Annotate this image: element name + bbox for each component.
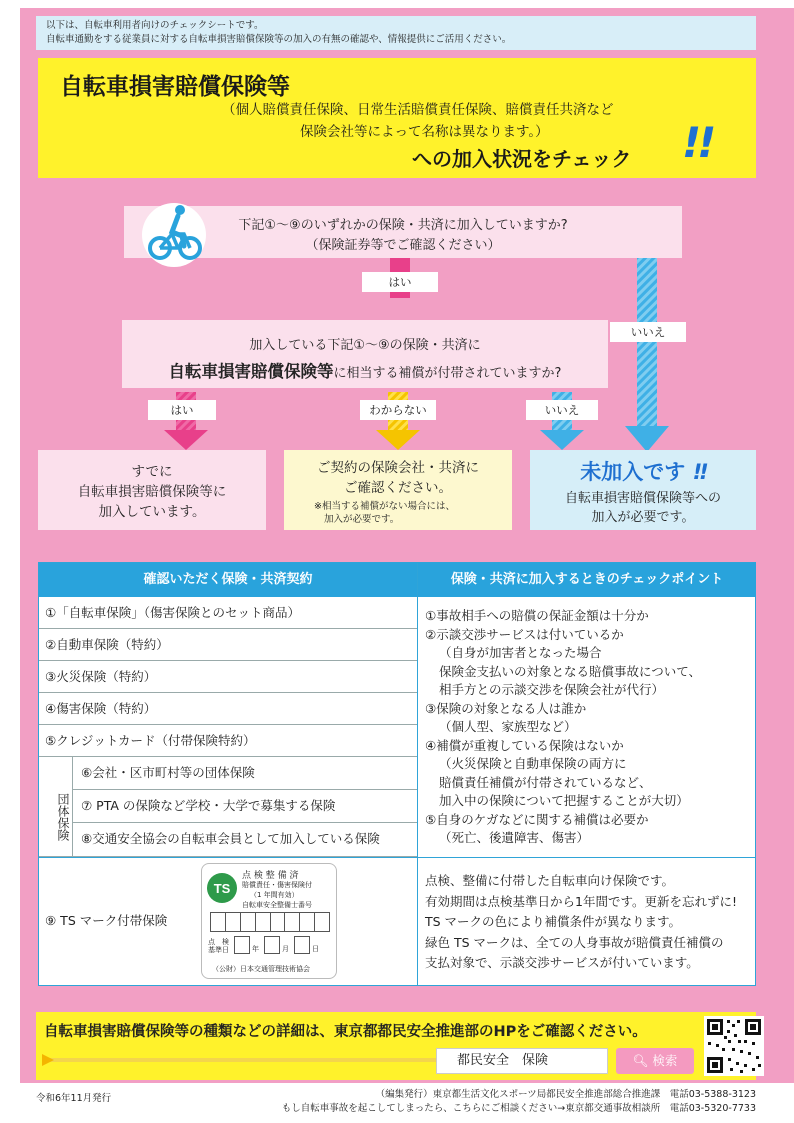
result-confirm-line-1: ご契約の保険会社・共済に (317, 460, 479, 476)
tag-yes-2: はい (148, 400, 216, 420)
arrow-no-long (622, 258, 672, 454)
hero-paren-2: 保険会社等によって名称は異なります。） (300, 124, 549, 140)
check-point: 加入中の保険について把握することが大切） (439, 793, 689, 808)
ts-card-sub-1: 賠償責任・傷害保険付 (242, 881, 312, 889)
table-row: ④傷害保険（特約） (39, 693, 417, 725)
question-2-rest: に相当する補償が付帯されていますか? (333, 366, 562, 381)
result-enrolled-line-1: すでに (131, 464, 173, 480)
hero-check-text: への加入状況をチェック (412, 147, 632, 171)
group-insurance-label: 団体保険 (39, 757, 73, 857)
check-point: ①事故相手への賠償の保証金額は十分か (425, 608, 649, 623)
table-row: ①「自転車保険」（傷害保険とのセット商品） (39, 597, 417, 629)
check-point: ④補償が重複している保険はないか (425, 737, 624, 753)
check-point: ③保険の対象となる人は誰か (425, 700, 587, 716)
footer-message: 自転車損害賠償保険等の種類などの詳細は、東京都都民安全推進部のHPをご確認ください。 (44, 1024, 647, 1040)
notice-line-1: 以下は、自転車利用者向けのチェックシートです。 (46, 20, 264, 31)
result-confirm-line-2: ご確認ください。 (344, 480, 452, 496)
ts-year-label: 年 (252, 945, 259, 953)
result-not-enrolled-line-1: 自転車損害賠償保険等への (564, 491, 721, 506)
tag-no-1: いいえ (610, 322, 686, 342)
table-row: ⑦ PTA の保険など学校・大学で募集する保険 (73, 790, 417, 823)
result-confirm-note-1: ※相当する補償がない場合には、 (314, 501, 455, 512)
check-point: ②示談交渉サービスは付いているか (425, 626, 624, 642)
search-icon: 🔍︎ (632, 1053, 649, 1068)
ts-text-line: 緑色 TS マークは、全ての人身事故が賠償責任補償の (425, 934, 724, 950)
question-2-box (122, 320, 608, 388)
table-divider (417, 563, 418, 985)
check-points-list (425, 607, 701, 848)
table-row: ⑥会社・区市町村等の団体保険 (73, 757, 417, 790)
check-point: （自身が加害者となった場合 (439, 645, 602, 660)
search-button-label: 検索 (652, 1053, 678, 1068)
ts-number-boxes (210, 912, 330, 932)
insurance-table (38, 562, 756, 986)
result-not-enrolled-line-2: 加入が必要です。 (591, 510, 695, 525)
question-2-bold: 自転車損害賠償保険等 (168, 362, 334, 381)
result-enrolled-line-2: 自転車損害賠償保険等に (77, 484, 227, 500)
exclamation-icon: !! (692, 460, 706, 484)
check-point: 保険金支払いの対象となる賠償事故について、 (439, 663, 702, 679)
search-input[interactable]: 都民安全 保険 (436, 1048, 608, 1074)
result-confirm (284, 450, 512, 530)
table-separator (39, 857, 756, 858)
check-point: ⑤自身のケガなどに関する補償は必要か (425, 811, 649, 827)
ts-logo-icon (206, 872, 238, 904)
ts-date-label (208, 938, 229, 954)
result-enrolled-line-3: 加入しています。 (98, 504, 206, 520)
tag-unknown: わからない (360, 400, 436, 420)
ts-card-title: 点 検 整 備 済 (242, 871, 299, 881)
notice-box (36, 16, 756, 50)
footer-banner (36, 1012, 756, 1080)
result-not-enrolled (530, 450, 756, 530)
tag-yes-1: はい (362, 272, 438, 292)
ts-logo-text: TS (213, 881, 231, 896)
question-1-line-1: 下記①～⑨のいずれかの保険・共済に加入していますか? (238, 218, 568, 233)
ts-card-sub-2: （1 年間有効） (250, 891, 299, 899)
ts-text-line: TS マークの色により補償条件が異なります。 (425, 914, 682, 929)
table-row: ②自動車保険（特約） (39, 629, 417, 661)
result-confirm-note-2: 加入が必要です。 (324, 514, 400, 525)
ts-org: （公財）日本交通管理技術協会 (212, 965, 310, 973)
check-point: 相手方との示談交渉を保険会社が代行） (439, 682, 665, 697)
consult-line: もし自転車事故を起こしてしまったら、こちらにご相談ください→東京都交通事故相談所 電話03-5320-7733 (281, 1103, 756, 1114)
check-point: （死亡、後遺障害、傷害） (439, 830, 590, 845)
ts-mark-description (425, 871, 737, 974)
hero-title: 自転車損害賠償保険等 (60, 74, 290, 100)
publisher-info (282, 1088, 756, 1116)
issue-date: 令和6年11月発行 (36, 1093, 112, 1104)
ts-mark-label: ⑨ TS マーク付帯保険 (45, 913, 168, 928)
table-row: ⑧交通安全協会の自転車会員として加入している保険 (73, 823, 417, 857)
ts-day-label: 日 (312, 945, 319, 953)
question-1-line-2: （保険証券等でご確認ください） (305, 238, 501, 253)
ts-date-label-1: 点 検 (208, 938, 229, 946)
qr-code[interactable] (704, 1016, 764, 1076)
ts-month-label: 月 (282, 945, 289, 953)
table-row: ⑤クレジットカード（付帯保険特約） (39, 725, 417, 757)
table-header-left: 確認いただく保険・共済契約 (39, 563, 417, 597)
check-point: 賠償責任補償が付帯されているなど、 (439, 774, 652, 790)
table-row: ③火災保険（特約） (39, 661, 417, 693)
question-2-line-2 (122, 358, 608, 382)
table-header-right: 保険・共済に加入するときのチェックポイント (418, 563, 756, 597)
hero-paren-1: （個人賠償責任保険、日常生活賠償責任保険、賠償責任共済など (222, 102, 614, 118)
ts-card-sub-3: 自転車安全整備士番号 (242, 901, 312, 909)
result-enrolled (38, 450, 266, 530)
search-button[interactable] (616, 1048, 694, 1074)
tag-no-2: いいえ (526, 400, 598, 420)
arrow-right-icon (42, 1054, 54, 1066)
check-point: （個人型、家族型など） (439, 719, 577, 734)
check-point: （火災保険と自動車保険の両方に (439, 756, 627, 771)
ts-text-line: 支払対象で、示談交渉サービスが付いています。 (425, 955, 699, 970)
question-2-line-1: 加入している下記①～⑨の保険・共済に (249, 338, 481, 353)
ts-text-line: 点検、整備に付帯した自転車向け保険です。 (425, 873, 675, 888)
notice-line-2: 自転車通勤をする従業員に対する自転車損害賠償保険等の加入の有無の確認や、情報提供にご活用ください。 (46, 34, 512, 45)
result-not-enrolled-title: 未加入です (580, 460, 686, 484)
ts-text-line: 有効期間は点検基準日から1年間です。更新を忘れずに! (425, 893, 737, 909)
hero-banner (38, 58, 756, 178)
publisher-line: （編集発行）東京都生活文化スポーツ局都民安全推進部総合推進課 電話03-5388-3123 (375, 1089, 756, 1100)
ts-mark-card (201, 863, 337, 979)
ts-date-label-2: 基準日 (208, 946, 229, 954)
ts-mark-cell (39, 859, 417, 987)
footer-arrow-bar (42, 1058, 442, 1062)
exclamation-icon: !! (682, 118, 713, 167)
bicycle-icon (140, 196, 208, 274)
